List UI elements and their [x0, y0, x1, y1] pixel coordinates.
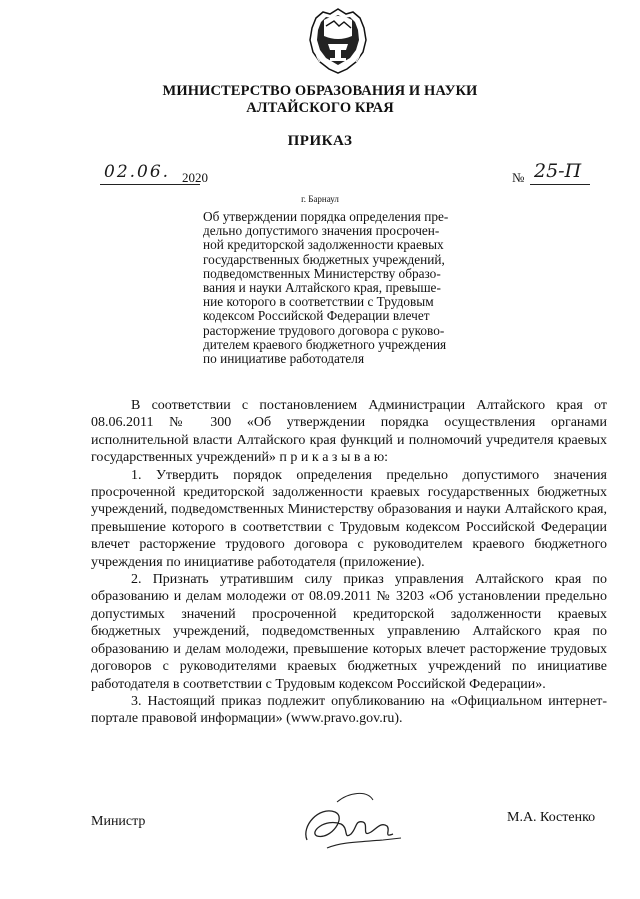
subject-line: расторжение трудового договора с руково-: [203, 322, 445, 338]
date-year: 2020: [182, 170, 208, 185]
subject-line: подведомственных Министерству образо-: [203, 265, 441, 281]
subject-line: кодексом Российской Федерации влечет: [203, 308, 430, 324]
subject-line: Об утверждении порядка определения пре-: [203, 209, 449, 224]
subject-line: ной кредиторской задолженности краевых: [203, 237, 444, 253]
subject-line: по инициативе работодателя: [203, 351, 365, 367]
order-body: [91, 397, 607, 728]
ministry-name: [0, 83, 640, 117]
order-subject: [203, 210, 498, 366]
handwritten-order-number: 25-П: [534, 160, 582, 182]
order-number-label: №: [512, 170, 525, 185]
signatory-name: М.А. Костенко: [507, 810, 596, 825]
document-type-title: ПРИКАЗ: [287, 133, 353, 149]
number-underline: [530, 184, 590, 185]
subject-line: государственных бюджетных учреждений,: [203, 251, 445, 267]
subject-line: дельно допустимого значения просрочен-: [203, 223, 440, 239]
ministry-name-line2: АЛТАЙСКОГО КРАЯ: [246, 100, 394, 116]
handwritten-signature: [297, 782, 407, 860]
ministry-name-line1: МИНИСТЕРСТВО ОБРАЗОВАНИЯ И НАУКИ: [162, 83, 478, 99]
subject-line: дителем краевого бюджетного учреждения: [203, 336, 447, 352]
signatory-position: Министр: [91, 814, 146, 829]
body-item-2: 2. Признать утратившим силу приказ управления Алтайского края по образованию и делам молодежи от 08.09.2011 № 3203 «Об установлении предельно допустимых значений просроченной кредиторской задолженности краевых бюджетных учреждений, подведомственных управлению Алтайского края по образованию и делам молодежи, превышение которых влечет расторжение трудовых договоров с руководителями краевых бюджетных учреждений по инициативе работодателя в соответствии с Трудовым кодексом Российской Федерации».: [91, 572, 607, 692]
subject-line: ние которого в соответствии с Трудовым: [203, 294, 434, 310]
body-intro-paragraph: В соответствии с постановлением Администрации Алтайского края от 08.06.2011 № 300 «Об утверждении порядка осуществления органами исполнительной власти Алтайского края функций и полномочий учредителя краевых государственных учреждений» п р и к а з ы в а ю:: [91, 398, 607, 466]
body-item-1: 1. Утвердить порядок определения предельно допустимого значения просроченной кредиторской задолженности краевых государственных бюджетных учреждений, подведомственных Министерству образования и науки Алтайского края, превышение которого в соответствии с Трудовым кодексом Российской Федерации влечет расторжение трудового договора с руководителем краевого бюджетного учреждения по инициативе работодателя (приложение).: [91, 467, 607, 570]
city-name: г. Барнаул: [301, 194, 339, 204]
coat-of-arms-emblem: [306, 6, 370, 76]
handwritten-date: 02.06.: [104, 162, 171, 182]
body-item-3: 3. Настоящий приказ подлежит опубликованию на «Официальном интернет-портале правовой информации» (www.pravo.gov.ru).: [91, 693, 607, 727]
subject-line: вания и науки Алтайского края, превыше-: [203, 280, 441, 296]
